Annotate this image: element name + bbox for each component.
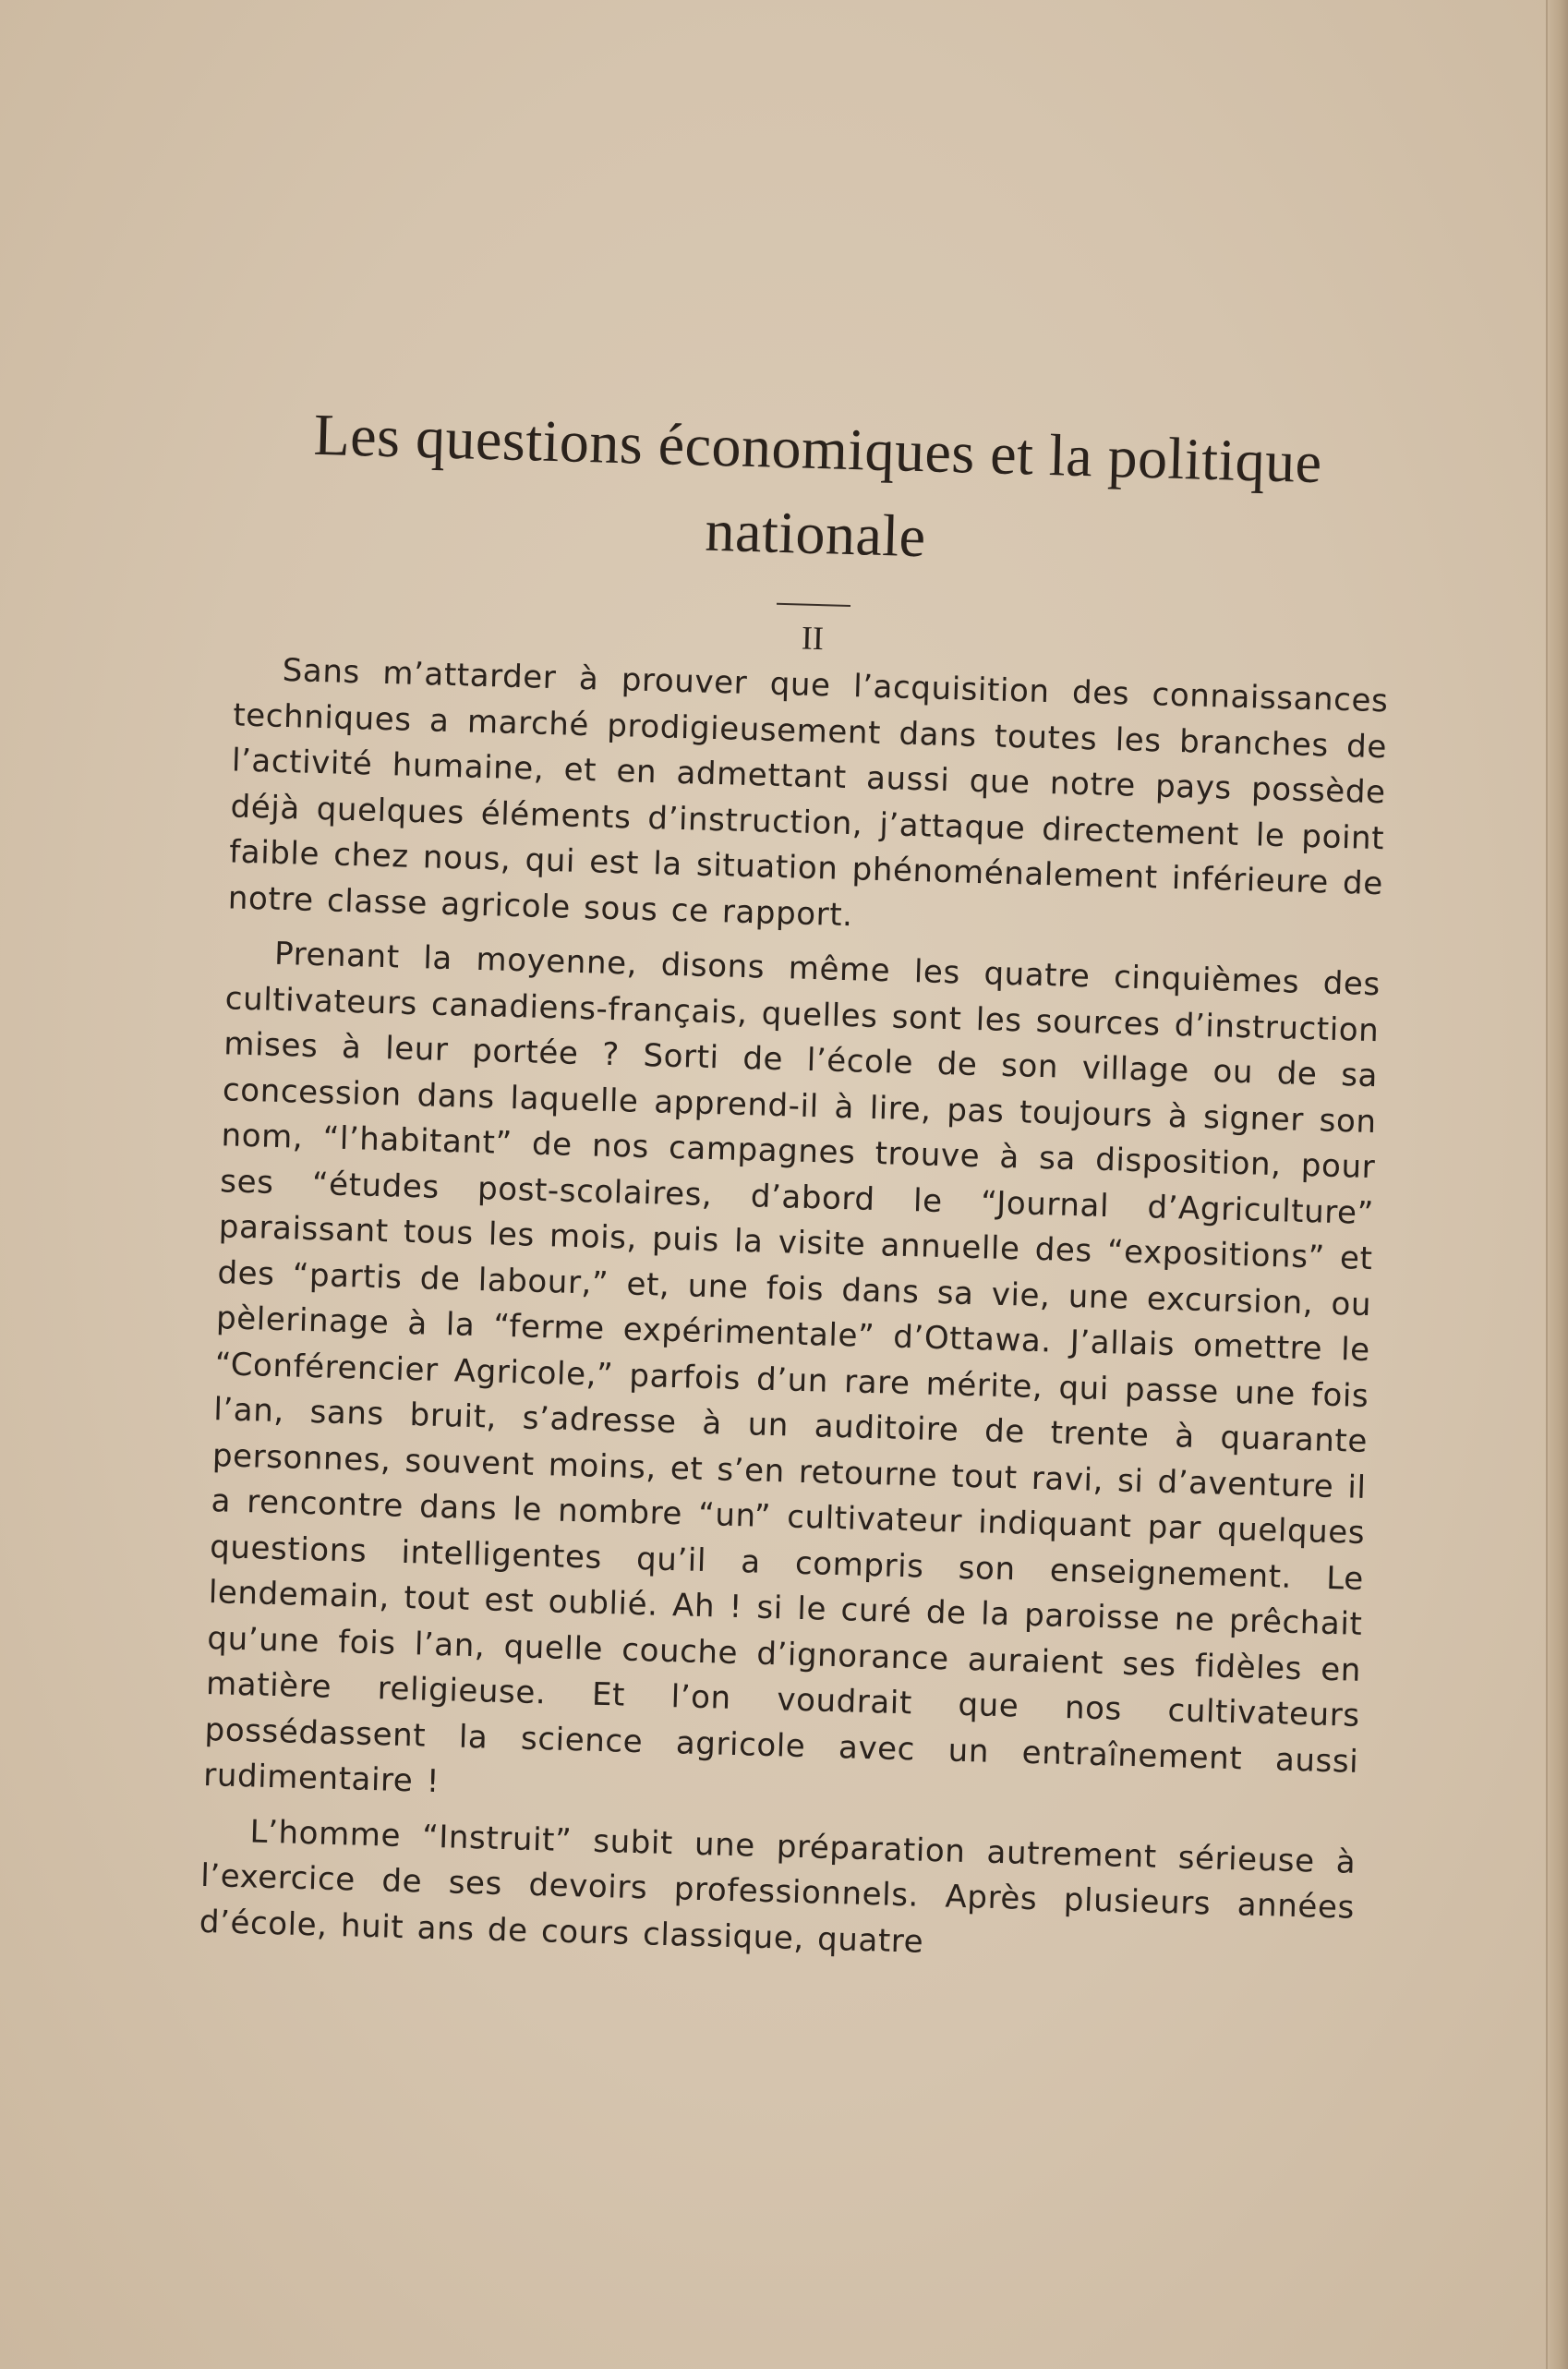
section-number: II <box>801 619 825 658</box>
text-block <box>199 391 1396 1987</box>
paragraph-2: Prenant la moyenne, disons même les quatre cinquièmes des cultivateurs canadiens-français, quelles sont les sources d’instruction mises à leur portée ? Sorti de l’école de son village ou de sa concession dans laquelle apprend-il à lire, pas toujours à signer son nom, “l’habitant” de nos campagnes trouve à sa disposition, pour ses “études post-scolaires, d’abord le “Journal d’Agriculture” paraissant tous les mois, puis la visite annuelle des “expositions” et des “partis de labour,” et, une fois dans sa vie, une excursion, ou pèlerinage à la “ferme expérimentale” d’Ottawa. J’allais omettre le “Conférencier Agricole,” parfois d’un rare mérite, qui passe une fois l’an, sans bruit, s’adresse à un auditoire de trente à quarante personnes, souvent moins, et s’en retourne tout ravi, si d’aventure il a rencontre dans le nombre “un” cultivateur indiquant par quelques questions intelligentes qu’il a compris son enseignement. Le lendemain, tout est oublié. Ah ! si le curé de la paroisse ne prêchait qu’une fois l’an, quelle couche d’ignorance auraient ses fidèles en matière religieuse. Et l’on voudrait que nos cultivateurs possédassent la science agricole avec un entraînement aussi rudimentaire ! <box>202 935 1381 1801</box>
article-title: Les questions économiques et la politique nationale <box>312 401 1323 570</box>
paragraph-1: Sans m’attarder à prouver que l’acquisition des connaissances techniques a marché prodigieusement dans toutes les branches de l’activité humaine, et en admettant aussi que notre pays possède déjà quelques éléments d’instruction, j’attaque directement le point faible chez nous, qui est la situation phénoménalement inférieure de notre classe agricole sous ce rapport. <box>227 651 1389 934</box>
paragraph-3: L’homme “Instruit” subit une préparation autrement sérieuse à l’exercice de ses devoirs professionnels. Après plusieurs années d’école, huit ans de cours classique, quatre <box>199 1812 1357 1961</box>
page-edge <box>1546 0 1568 2369</box>
title-divider <box>777 603 850 607</box>
